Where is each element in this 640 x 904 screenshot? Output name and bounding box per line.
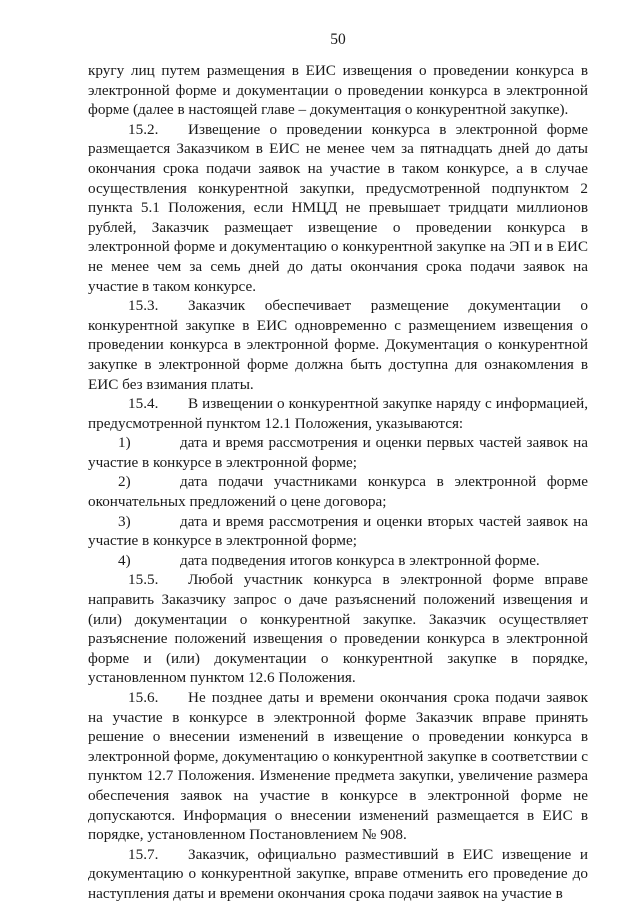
clause-paragraph: [88, 394, 588, 433]
paragraph-text: Заказчик, официально разместивший в ЕИС извещение и документацию о конкурентной закупке, вправе отменить его проведение до наступления даты и времени окончания срока подачи заявок на участие в: [88, 845, 588, 902]
paragraph-text: Любой участник конкурса в электронной форме вправе направить Заказчику запрос о даче разъяснений положений извещения и (или) документации о конкурентной закупке. Заказчик осуществляет разъяснение положений извещения о проведении конкурса в электронной форме и (или) документации о конкурентной закупке в порядке, установленном пунктом 12.6 Положения.: [88, 571, 588, 687]
clause-number: 15.6.: [128, 689, 159, 706]
paragraph-text: Извещение о проведении конкурса в электронной форме размещается Заказчиком в ЕИС не менее чем за пятнадцать дней до даты окончания срока подачи заявок на участие в таком конкурсе, а в случае осуществления конкурентной закупки, предусмотренной подпунктом 2 пункта 5.1 Положения, если НМЦД не превышает тридцати миллионов рублей, Заказчик размещает извещение о проведении конкурса в электронной форме и документацию о конкурентной закупке на ЭП и в ЕИС не менее чем за семь дней до даты окончания срока подачи заявок на участие в таком конкурсе.: [88, 120, 588, 295]
document-body: [88, 61, 588, 904]
clause-number: 15.2.: [128, 120, 159, 138]
list-item-number: 4): [118, 551, 131, 569]
clause-paragraph: [88, 120, 588, 296]
clause-paragraph: [88, 570, 588, 688]
clause-paragraph: [88, 688, 588, 845]
clause-number: 15.4.: [128, 395, 159, 413]
paragraph-text: Не позднее даты и времени окончания срока подачи заявок на участие в конкурсе в электронной форме Заказчик вправе принять решение о внесении изменений в извещение о проведении конкурса в электронной форме, документацию о конкурентной закупке в соответствии с пунктом 12.7 Положения. Изменение предмета закупки, увеличение размера обеспечения заявок на участие в конкурсе в электронной форме не допускаются. Информация о внесении изменений размещается в ЕИС в порядке, установленном Постановлением № 908.: [88, 689, 588, 844]
paragraph-text: дата подведения итогов конкурса в электронной форме.: [180, 551, 540, 569]
clause-paragraph: [88, 845, 588, 904]
list-item-number: 1): [118, 434, 131, 452]
list-item: [88, 512, 588, 551]
paragraph-text: дата и время рассмотрения и оценки вторых частей заявок на участие в конкурсе в электронной форме;: [88, 512, 588, 550]
clause-number: 15.7.: [128, 845, 159, 863]
paragraph-text: дата и время рассмотрения и оценки первых частей заявок на участие в конкурсе в электронной форме;: [88, 434, 588, 471]
paragraph-text: кругу лиц путем размещения в ЕИС извещения о проведении конкурса в электронной форме и документации о проведении конкурса в электронной форме (далее в настоящей главе – документация о конкурентной закупке).: [88, 62, 588, 119]
list-item: [88, 551, 588, 571]
paragraph-text: дата подачи участниками конкурса в электронной форме окончательных предложений о цене договора;: [88, 473, 588, 511]
paragraph-continuation: [88, 61, 588, 120]
clause-number: 15.5.: [128, 571, 159, 589]
list-item-number: 2): [118, 473, 131, 491]
paragraph-text: В извещении о конкурентной закупке наряду с информацией, предусмотренной пунктом 12.1 Положения, указываются:: [88, 395, 588, 432]
page-number: 50: [330, 31, 346, 48]
paragraph-text: Заказчик обеспечивает размещение документации о конкурентной закупке в ЕИС одновременно с размещением извещения о проведении конкурса в электронной форме. Документация о конкурентной закупке в электронной форме должна быть доступна для ознакомления в ЕИС без взимания платы.: [88, 297, 588, 393]
clause-number: 15.3.: [128, 297, 159, 315]
clause-paragraph: [88, 296, 588, 394]
list-item: [88, 472, 588, 511]
list-item: [88, 433, 588, 472]
list-item-number: 3): [118, 512, 131, 530]
document-page: [88, 30, 588, 904]
